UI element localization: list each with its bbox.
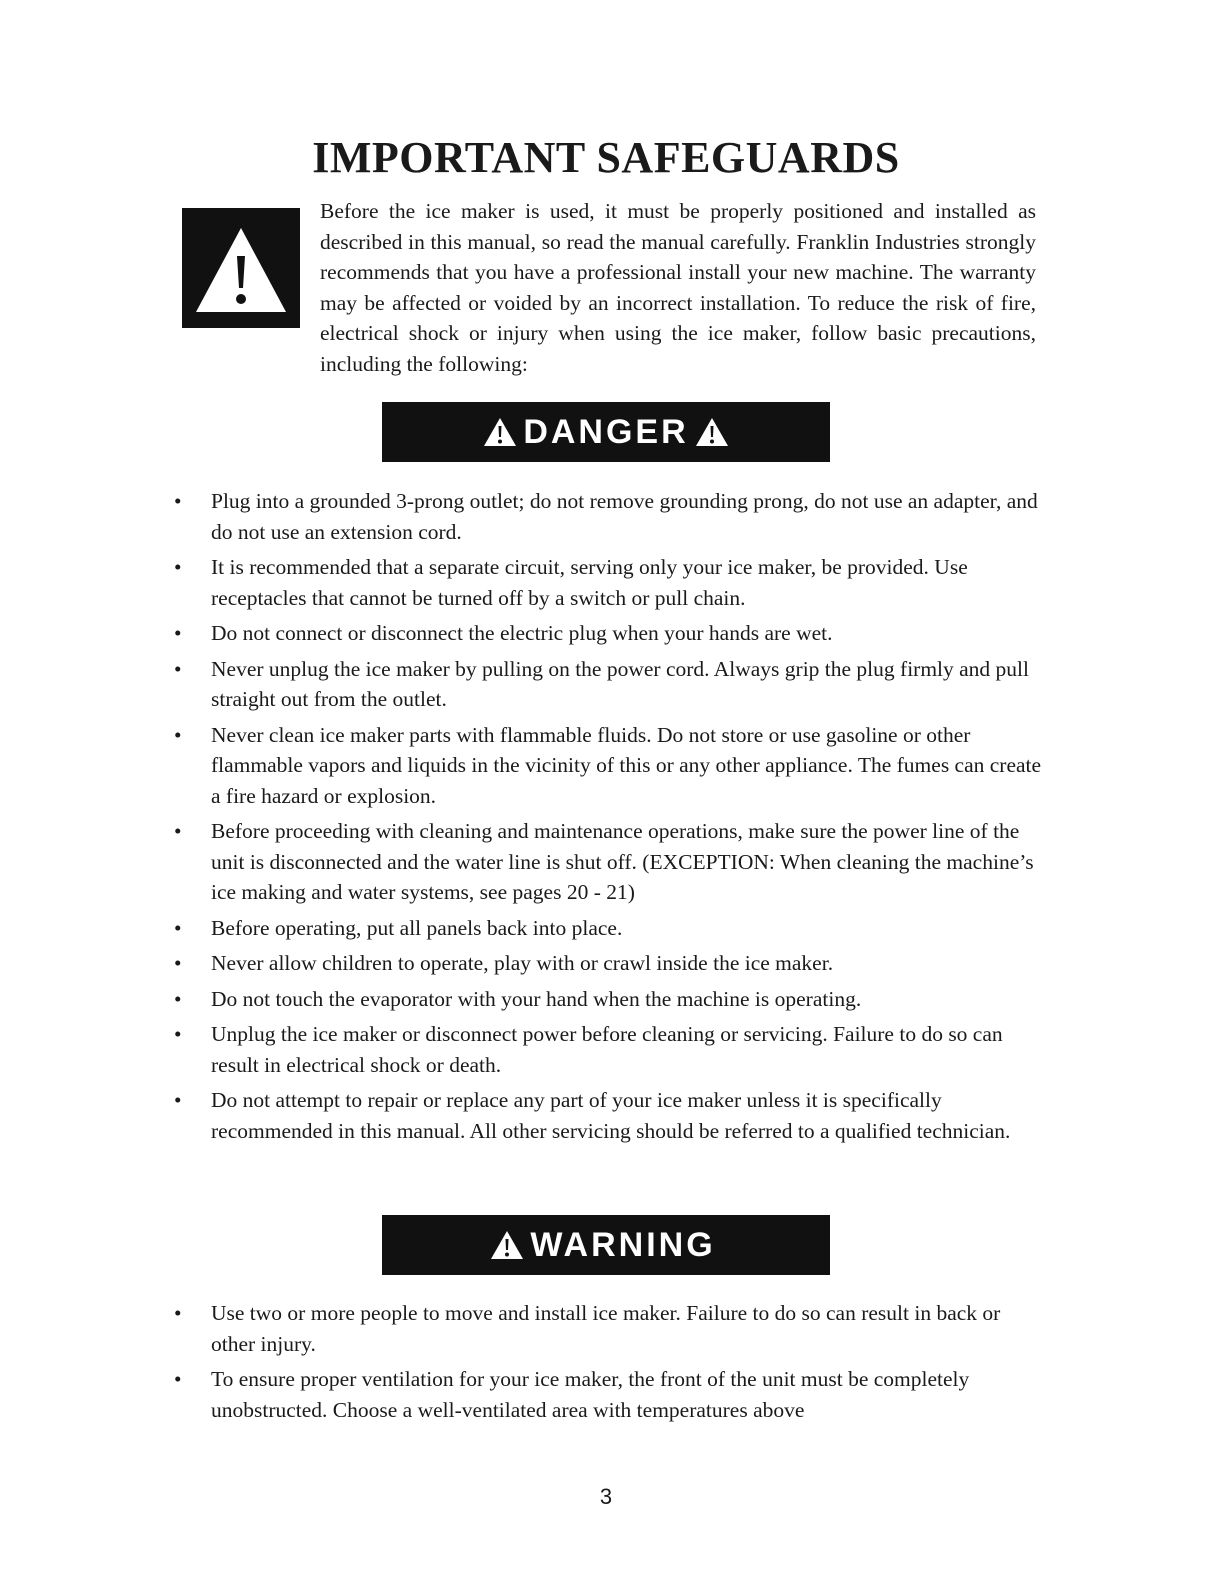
page-number: 3 bbox=[599, 1484, 613, 1509]
intro-paragraph: Before the ice maker is used, it must be properly positioned and installed as described in this manual, so read the manual carefully. Franklin Industries strongly recommends that you have a professional install your new machine. The warranty may be affected or voided by an incorrect installation. To reduce the risk of fire, electrical shock or injury when using the ice maker, follow basic precautions, including the following: bbox=[320, 199, 1036, 376]
bullet: • bbox=[174, 915, 182, 940]
warning-triangle-icon bbox=[483, 417, 517, 447]
bullet: • bbox=[174, 951, 182, 975]
list-item: • Do not touch the evaporator with your hand when the machine is operating. bbox=[174, 984, 1044, 1015]
bullet: • bbox=[174, 656, 182, 681]
warning-banner bbox=[382, 1215, 830, 1275]
bullet: • bbox=[174, 819, 182, 843]
danger-list bbox=[174, 486, 1044, 1151]
list-item: • Before proceeding with cleaning and maintenance operations, make sure the power line of the unit is disconnected and the water line is shut off. (EXCEPTION: When cleaning the machine’s ice making and water systems, see pages 20 - 21) bbox=[174, 816, 1044, 908]
bullet: • bbox=[174, 555, 182, 579]
danger-label: DANGER bbox=[523, 412, 689, 451]
page-title: IMPORTANT SAFEGUARDS bbox=[312, 133, 900, 182]
list-item: • To ensure proper ventilation for your ice maker, the front of the unit must be completely unobstructed. Choose a well-ventilated area with temperatures above bbox=[174, 1364, 1044, 1425]
bullet: • bbox=[174, 1088, 182, 1112]
list-item: • Do not connect or disconnect the electric plug when your hands are wet. bbox=[174, 618, 1044, 649]
bullet: • bbox=[174, 1301, 182, 1325]
list-item: • Plug into a grounded 3-prong outlet; do not remove grounding prong, do not use an adapter, and do not use an extension cord. bbox=[174, 486, 1044, 547]
bullet: • bbox=[174, 621, 182, 645]
list-item: • Do not attempt to repair or replace any part of your ice maker unless it is specifically recommended in this manual. All other servicing should be referred to a qualified technician. bbox=[174, 1085, 1044, 1146]
list-item: • Never allow children to operate, play with or crawl inside the ice maker. bbox=[174, 948, 1044, 979]
warning-list bbox=[174, 1298, 1044, 1430]
list-item: • It is recommended that a separate circuit, serving only your ice maker, be provided. Use receptacles that cannot be turned off by a switch or pull chain. bbox=[174, 552, 1044, 613]
danger-banner bbox=[382, 402, 830, 462]
bullet: • bbox=[174, 489, 182, 513]
list-item: • Use two or more people to move and install ice maker. Failure to do so can result in back or other injury. bbox=[174, 1298, 1044, 1359]
bullet: • bbox=[174, 986, 182, 1011]
warning-triangle-icon bbox=[182, 208, 300, 328]
warning-triangle-icon bbox=[490, 1230, 524, 1260]
warning-triangle-icon bbox=[695, 417, 729, 447]
bullet: • bbox=[174, 1022, 182, 1046]
list-item: • Never clean ice maker parts with flammable fluids. Do not store or use gasoline or other flammable vapors and liquids in the vicinity of this or any other appliance. The fumes can create a fire hazard or explosion. bbox=[174, 720, 1044, 812]
list-item: • Unplug the ice maker or disconnect power before cleaning or servicing. Failure to do so can result in electrical shock or death. bbox=[174, 1019, 1044, 1080]
bullet: • bbox=[174, 1367, 182, 1391]
bullet: • bbox=[174, 722, 182, 747]
list-item: • Before operating, put all panels back into place. bbox=[174, 913, 1044, 944]
warning-label: WARNING bbox=[530, 1225, 716, 1264]
list-item: • Never unplug the ice maker by pulling on the power cord. Always grip the plug firmly and pull straight out from the outlet. bbox=[174, 654, 1044, 715]
